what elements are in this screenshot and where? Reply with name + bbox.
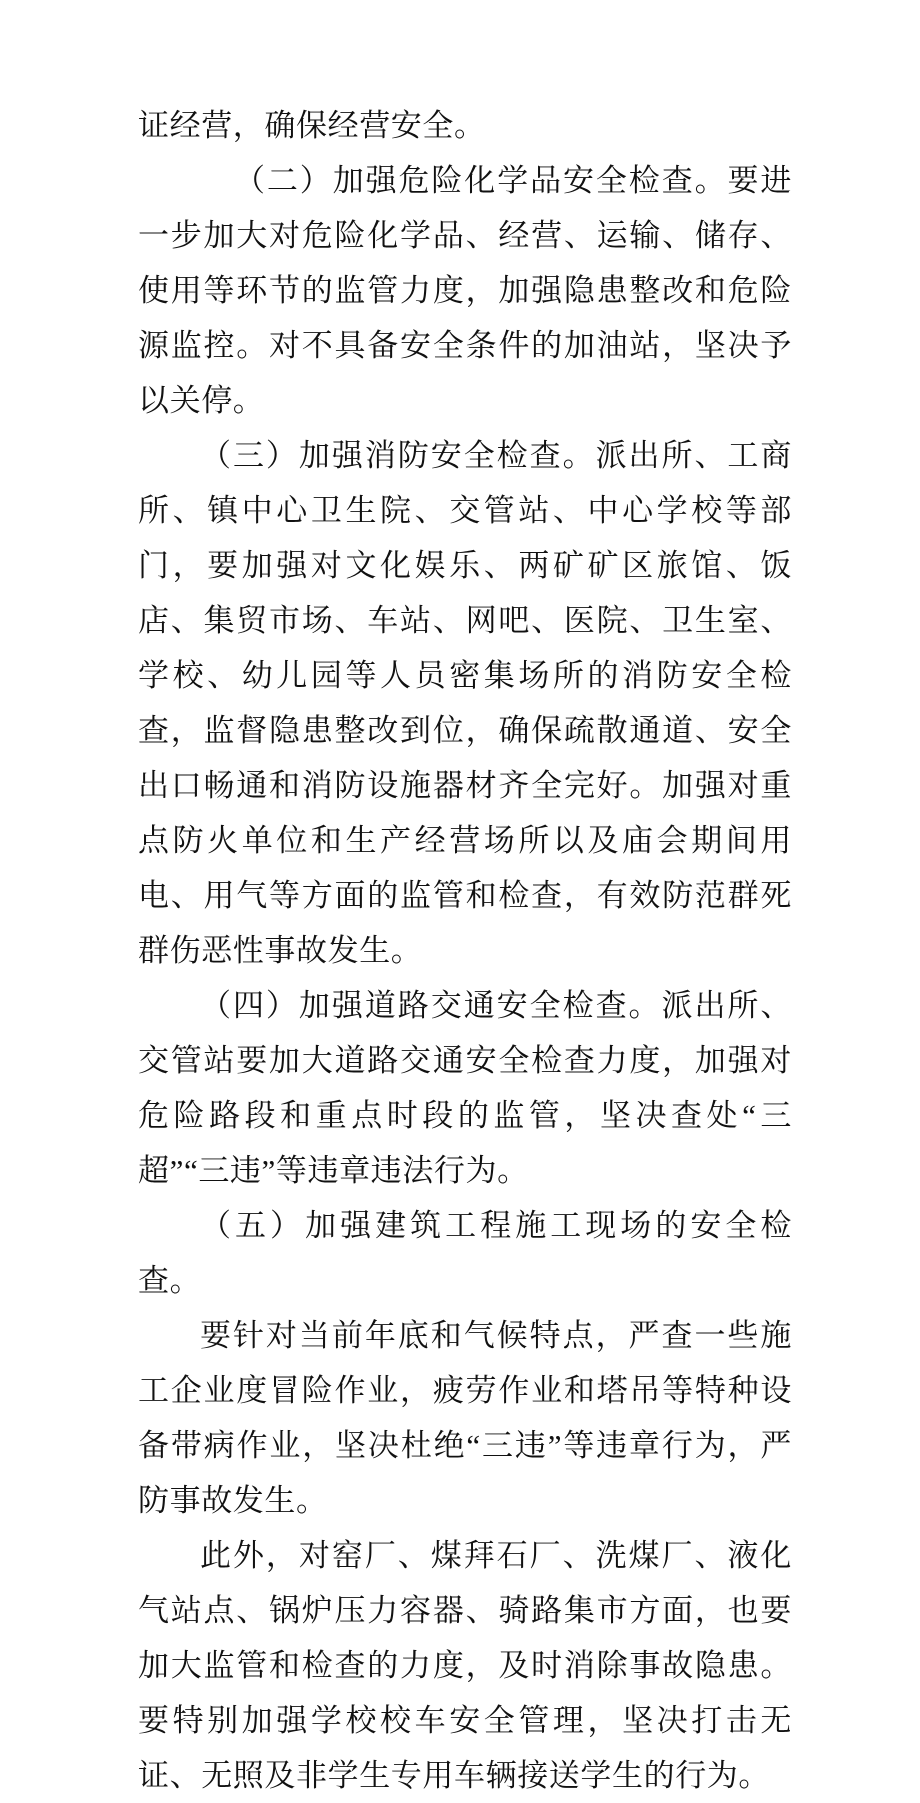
paragraph-additional-facilities-supervision: 此外，对窑厂、煤拜石厂、洗煤厂、液化气站点、锅炉压力容器、骑路集市方面，也要加大监管和检查的力度，及时消除事故隐患。要特别加强学校校车安全管理，坚决打击无证、无照及非学生专用车辆接送学生的行为。 xyxy=(138,1538,792,1793)
paragraph-item-three-fire-safety: （三）加强消防安全检查。派出所、工商所、镇中心卫生院、交管站、中心学校等部门，要加强对文化娱乐、两矿矿区旅馆、饭店、集贸市场、车站、网吧、医院、卫生室、学校、幼儿园等人员密集场所的消防安全检查，监督隐患整改到位，确保疏散通道、安全出口畅通和消防设施器材齐全完好。加强对重点防火单位和生产经营场所以及庙会期间用电、用气等方面的监管和检查，有效防范群死群伤恶性事故发生。 xyxy=(138,438,792,968)
paragraph-item-four-road-traffic-safety: （四）加强道路交通安全检查。派出所、交管站要加大道路交通安全检查力度，加强对危险路段和重点时段的监管，坚决查处“三超”“三违”等违章违法行为。 xyxy=(138,988,792,1188)
paragraph-continuation-certified-operation: 证经营，确保经营安全。 xyxy=(138,108,486,143)
paragraph-item-two-hazardous-chemicals: （二）加强危险化学品安全检查。要进一步加大对危险化学品、经营、运输、储存、使用等环节的监管力度，加强隐患整改和危险源监控。对不具备安全条件的加油站，坚决予以关停。 xyxy=(138,163,792,418)
paragraph-construction-risk-operations: 要针对当前年底和气候特点，严查一些施工企业度冒险作业，疲劳作业和塔吊等特种设备带病作业，坚决杜绝“三违”等违章行为，严防事故发生。 xyxy=(138,1318,792,1518)
document-text-body xyxy=(138,98,792,1803)
paragraph-item-five-construction-site-safety: （五）加强建筑工程施工现场的安全检查。 xyxy=(138,1208,792,1298)
